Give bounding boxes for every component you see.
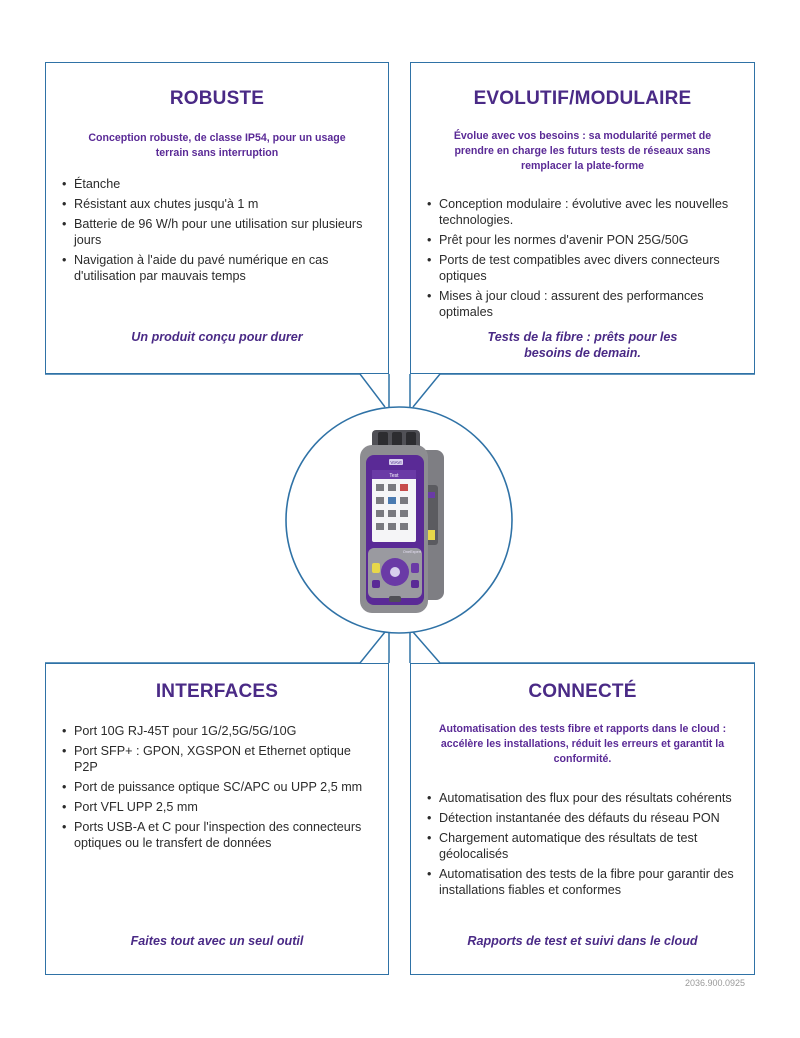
feature-list xyxy=(427,790,744,902)
feature-list xyxy=(62,176,366,288)
section-tagline: Rapports de test et suivi dans le cloud xyxy=(467,934,698,948)
list-item: • Automatisation des tests de la fibre pour garantir des installations fiables et conformes xyxy=(427,866,744,898)
section-title: ROBUSTE xyxy=(169,88,265,109)
list-item: • Port VFL UPP 2,5 mm xyxy=(62,799,370,815)
document-code: 2036.900.0925 xyxy=(684,978,745,988)
section-lead: Automatisation des tests fibre et rapports dans le cloud : accélère les installations, réduit les erreurs et garantit la conformité. xyxy=(438,723,727,765)
list-item: • Port 10G RJ-45T pour 1G/2,5G/5G/10G xyxy=(62,723,370,739)
list-item: • Prêt pour les normes d'avenir PON 25G/50G xyxy=(427,232,738,248)
section-connecte xyxy=(410,663,755,975)
section-lead: Évolue avec vos besoins : sa modularité permet de prendre en charge les futurs tests de réseaux sans remplacer la plate-forme xyxy=(453,130,712,172)
device-screen-title: Test xyxy=(389,473,399,479)
device-brand-text: VIAVI xyxy=(390,460,402,465)
section-evolutif xyxy=(410,62,755,374)
section-title: EVOLUTIF/MODULAIRE xyxy=(473,88,692,109)
section-interfaces xyxy=(45,663,389,975)
device-model-text: OneExpert xyxy=(402,550,422,554)
list-item: • Ports USB-A et C pour l'inspection des connecteurs optiques ou le transfert de données xyxy=(62,819,370,851)
section-robuste xyxy=(45,62,389,374)
list-item: • Chargement automatique des résultats de test géolocalisés xyxy=(427,830,744,862)
section-lead: Conception robuste, de classe IP54, pour un usage terrain sans interruption xyxy=(88,132,346,159)
section-tagline: Tests de la fibre : prêts pour les besoins de demain. xyxy=(487,330,678,360)
list-item: • Ports de test compatibles avec divers connecteurs optiques xyxy=(427,252,738,284)
list-item: • Résistant aux chutes jusqu'à 1 m xyxy=(62,196,366,212)
feature-list xyxy=(427,196,738,324)
section-tagline: Faites tout avec un seul outil xyxy=(130,934,304,948)
list-item: • Navigation à l'aide du pavé numérique en cas d'utilisation par mauvais temps xyxy=(62,252,366,284)
list-item: • Détection instantanée des défauts du réseau PON xyxy=(427,810,744,826)
section-title: CONNECTÉ xyxy=(528,681,637,702)
section-tagline: Un produit conçu pour durer xyxy=(131,330,303,344)
list-item: • Port SFP+ : GPON, XGSPON et Ethernet optique P2P xyxy=(62,743,370,775)
section-title: INTERFACES xyxy=(155,681,279,702)
list-item: • Port de puissance optique SC/APC ou UPP 2,5 mm xyxy=(62,779,370,795)
feature-list xyxy=(62,723,370,855)
list-item: • Conception modulaire : évolutive avec les nouvelles technologies. xyxy=(427,196,738,228)
device-illustration xyxy=(360,430,444,613)
list-item: • Étanche xyxy=(62,176,366,192)
list-item: • Automatisation des flux pour des résultats cohérents xyxy=(427,790,744,806)
list-item: • Batterie de 96 W/h pour une utilisation sur plusieurs jours xyxy=(62,216,366,248)
list-item: • Mises à jour cloud : assurent des performances optimales xyxy=(427,288,738,320)
